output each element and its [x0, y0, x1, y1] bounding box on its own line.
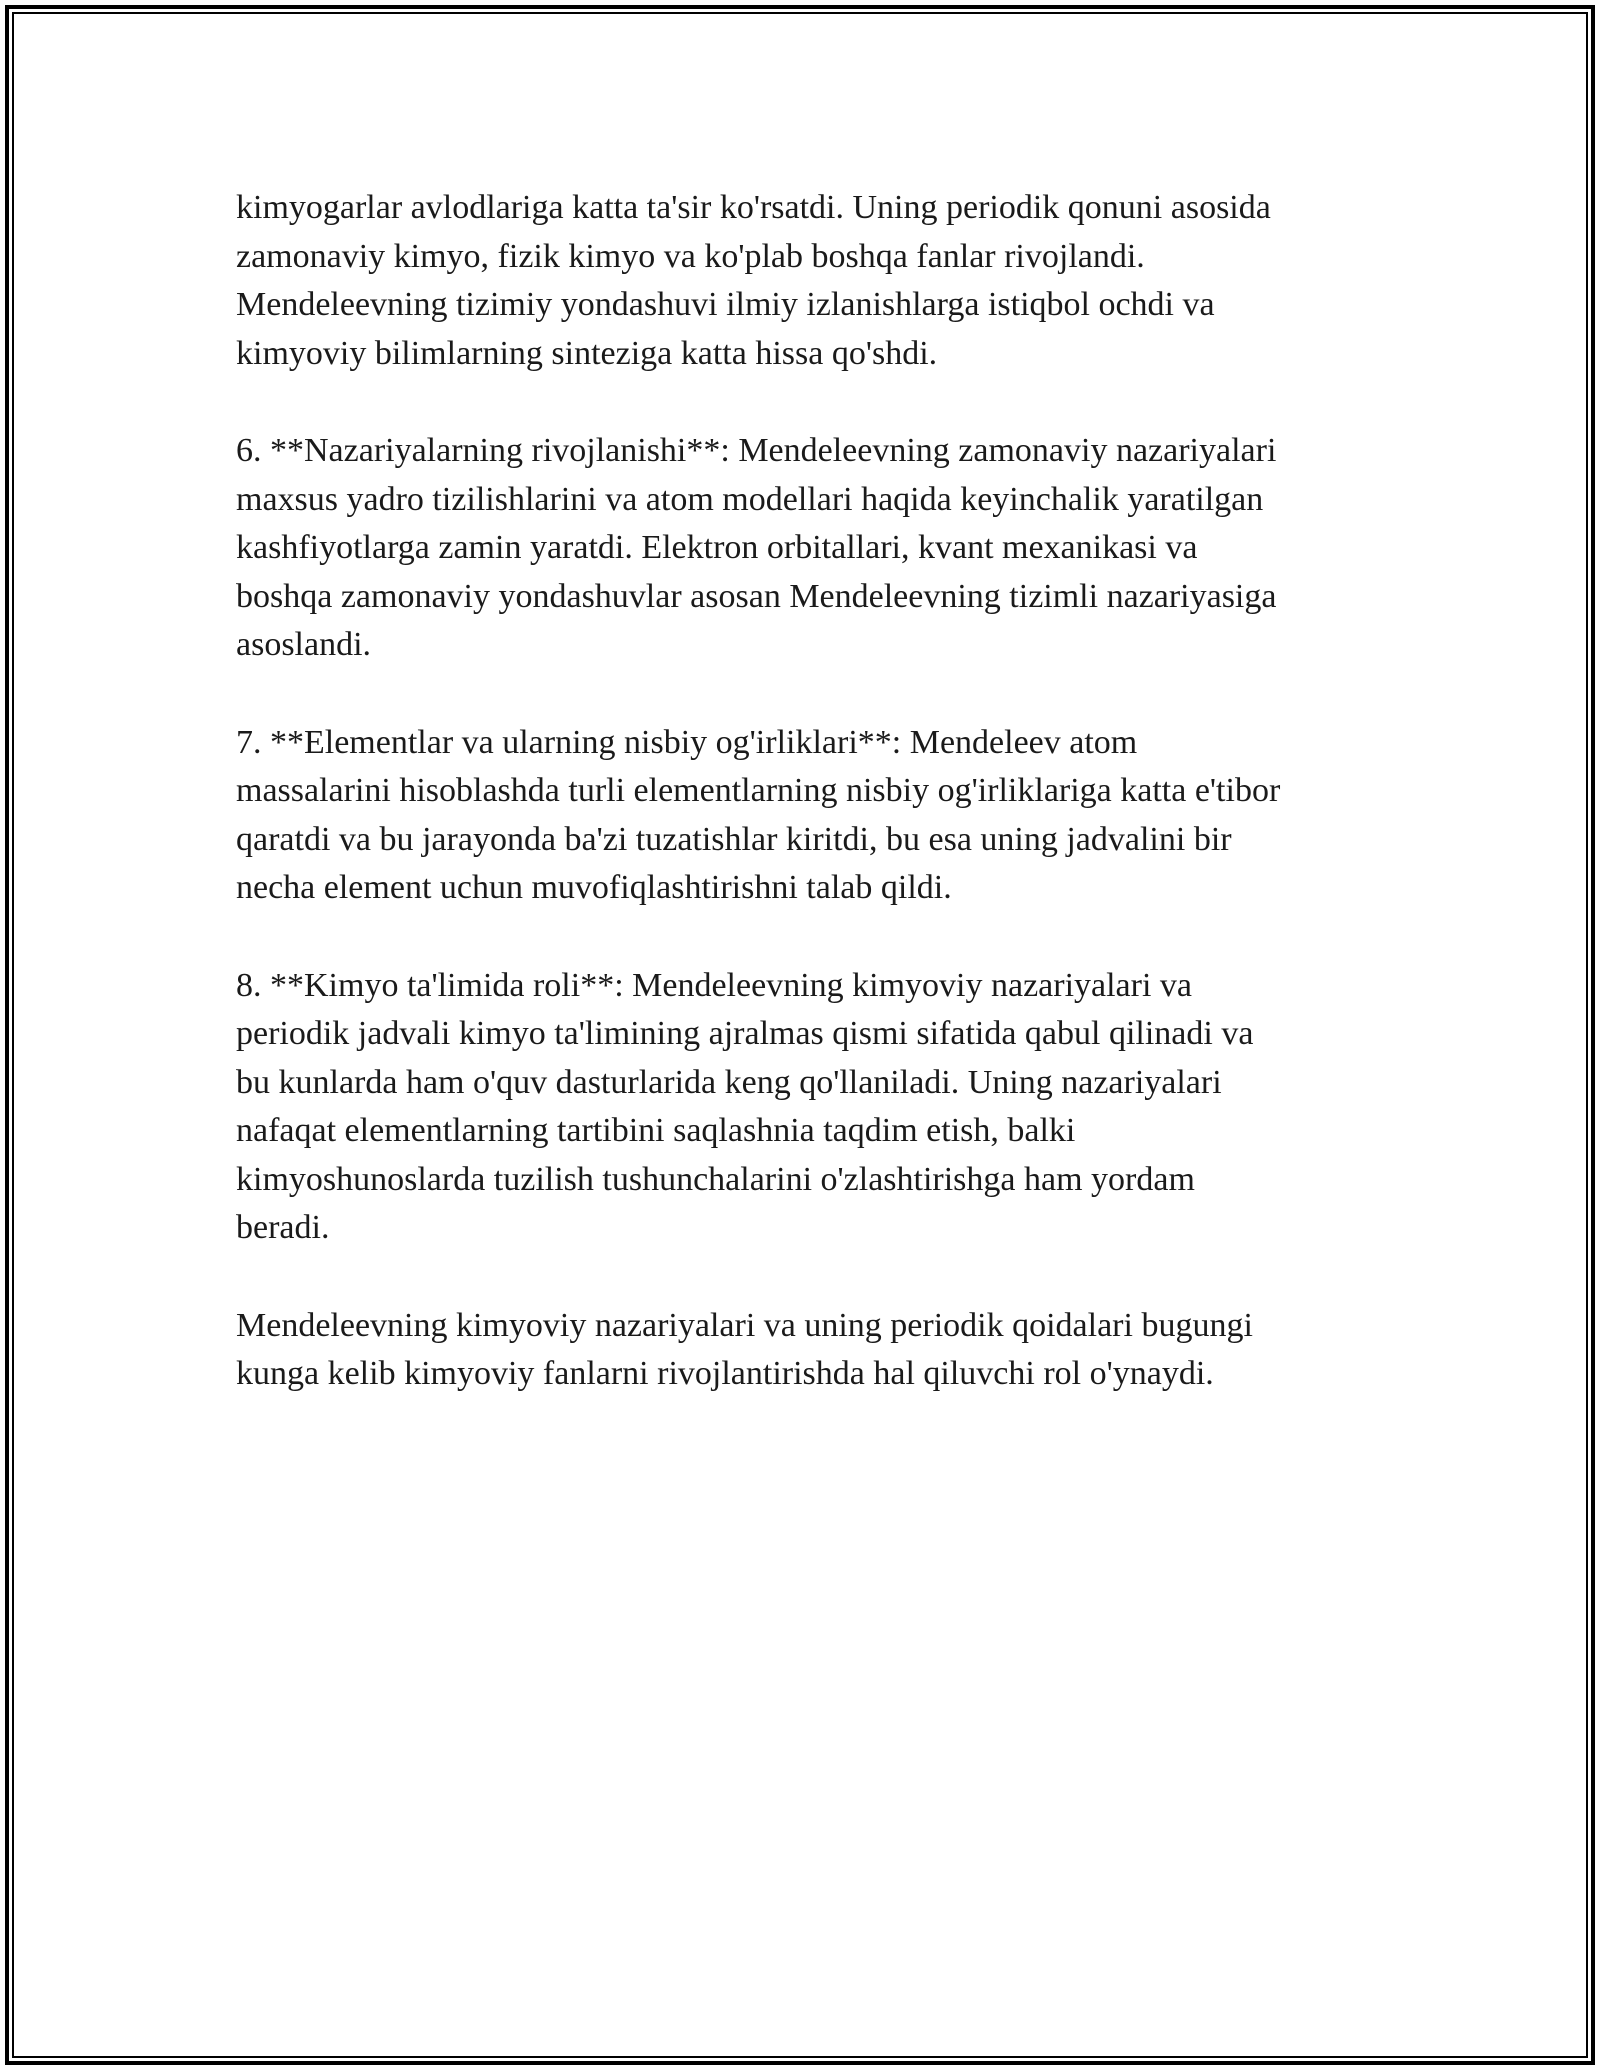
text-line: beradi.: [236, 1209, 330, 1246]
text-line: qaratdi va bu jarayonda ba'zi tuzatishlar kiritdi, bu esa uning jadvalini bir: [236, 820, 1232, 858]
text-line: 8. **Kimyo ta'limida roli**: Mendeleevning kimyoviy nazariyalari va: [236, 966, 1193, 1004]
paragraph-item-7: [236, 719, 1376, 913]
text-line: kimyoshunoslarda tuzilish tushunchalarini o'zlashtirishga ham yordam: [236, 1160, 1195, 1198]
text-line: 7. **Elementlar va ularning nisbiy og'irliklari**: Mendeleev atom: [236, 723, 1138, 761]
document-body: [236, 184, 1376, 1448]
paragraph-conclusion: [236, 1302, 1376, 1399]
text-line: kashfiyotlarga zamin yaratdi. Elektron orbitallari, kvant mexanikasi va: [236, 529, 1198, 566]
text-line: asoslandi.: [236, 626, 372, 663]
text-line: massalarini hisoblashda turli elementlarning nisbiy og'irliklariga katta e'tibor: [236, 772, 1281, 809]
paragraph-item-8: [236, 962, 1376, 1253]
text-line: bu kunlarda ham o'quv dasturlarida keng qo'llaniladi. Uning nazariyalari: [236, 1063, 1222, 1101]
text-line: kimyogarlar avlodlariga katta ta'sir ko'rsatdi. Uning periodik qonuni asosida: [236, 189, 1271, 226]
paragraph-item-6: [236, 427, 1376, 670]
text-line: boshqa zamonaviy yondashuvlar asosan Mendeleevning tizimli nazariyasiga: [236, 577, 1277, 615]
text-line: kunga kelib kimyoviy fanlarni rivojlantirishda hal qiluvchi rol o'ynaydi.: [236, 1355, 1214, 1392]
text-line: kimyoviy bilimlarning sinteziga katta hissa qo'shdi.: [236, 334, 938, 372]
text-line: nafaqat elementlarning tartibini saqlashnia taqdim etish, balki: [236, 1112, 1076, 1149]
paragraph-intro-continuation: [236, 184, 1376, 378]
text-line: zamonaviy kimyo, fizik kimyo va ko'plab boshqa fanlar rivojlandi.: [236, 237, 1145, 275]
text-line: Mendeleevning tizimiy yondashuvi ilmiy izlanishlarga istiqbol ochdi va: [236, 286, 1215, 323]
text-line: 6. **Nazariyalarning rivojlanishi**: Mendeleevning zamonaviy nazariyalari: [236, 432, 1277, 469]
text-line: necha element uchun muvofiqlashtirishni talab qildi.: [236, 869, 952, 906]
text-line: maxsus yadro tizilishlarini va atom modellari haqida keyinchalik yaratilgan: [236, 480, 1264, 518]
text-line: periodik jadvali kimyo ta'limining ajralmas qismi sifatida qabul qilinadi va: [236, 1015, 1254, 1052]
text-line: Mendeleevning kimyoviy nazariyalari va uning periodik qoidalari bugungi: [236, 1306, 1253, 1344]
